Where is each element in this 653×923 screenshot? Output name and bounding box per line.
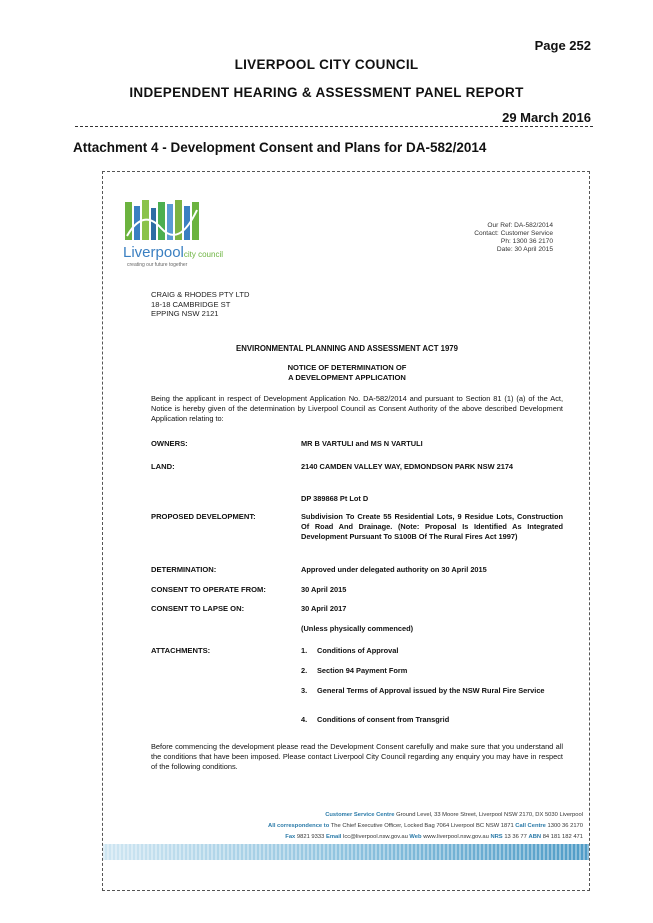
council-title: LIVERPOOL CITY COUNCIL [234,57,419,72]
logo-tagline: creating our future together [127,262,188,268]
owners-label: OWNERS: [151,439,188,448]
notice-line: A DEVELOPMENT APPLICATION [288,372,406,382]
ref-line: Our Ref: DA-582/2014 [487,222,553,229]
logo-graphic-icon [123,198,203,242]
address-line: EPPING NSW 2121 [151,309,219,318]
consent-letter [102,171,590,891]
consent-operate-label: CONSENT TO OPERATE FROM: [151,585,266,594]
page-number: Page 252 [534,38,591,53]
land-dp: DP 389868 Pt Lot D [301,494,369,503]
proposed-development-label: PROPOSED DEVELOPMENT: [151,512,256,521]
footer-text: www.liverpool.nsw.gov.au [423,834,489,840]
footer-line [133,832,583,843]
reference-block [433,222,553,254]
footer-label: Fax [285,834,296,840]
attachment-number: 2. [301,666,308,675]
footer-label: Email [325,834,342,840]
land-value: 2140 CAMDEN VALLEY WAY, EDMONDSON PARK NSW 2174 [301,462,514,471]
footer-line [133,821,583,832]
attachment-number: 1. [301,646,308,655]
footer-label: Web [409,834,422,840]
footer-text: The Chief Executive Officer, Locked Bag 7064 Liverpool BC NSW 1871 [330,823,514,829]
footer-text: Ground Level, 33 Moore Street, Liverpool NSW 2170, DX 5030 Liverpool [396,812,583,818]
footer-text: 84 181 182 471 [542,834,583,840]
attachment-item: Section 94 Payment Form [317,666,408,675]
proposed-development-value: Subdivision To Create 55 Residential Lots, 9 Residue Lots, Construction Of Road And Drainage. (Note: Proposal Is Identified As Integrated Development Pursuant To S100B Of The Rural Fires Act 1997) [301,512,563,541]
footer-label: NRS [490,834,503,840]
address-line: CRAIG & RHODES PTY LTD [151,290,250,299]
footer-text: 13 36 77 [504,834,527,840]
consent-lapse-value: 30 April 2017 [301,604,347,613]
footer-text: 1300 36 2170 [547,823,583,829]
notice-heading [103,363,591,382]
closing-paragraph: Before commencing the development please read the Development Consent carefully and make sure that you understand all the conditions that have been imposed. Please contact Liverpool City Council regarding any enquiry you may have in respect of the following conditions. [151,742,563,771]
report-date: 29 March 2016 [502,110,591,125]
act-heading: ENVIRONMENTAL PLANNING AND ASSESSMENT ACT 1979 [236,344,458,353]
footer-text: 9821 9333 [296,834,325,840]
consent-lapse-note: (Unless physically commenced) [301,624,414,633]
footer-label: Call Centre [515,823,546,829]
address-line: 18-18 CAMBRIDGE ST [151,299,231,309]
owners-value: MR B VARTULI and MS N VARTULI [301,439,423,448]
logo-wordmark: Liverpool [123,244,184,261]
determination-label: DETERMINATION: [151,565,217,574]
attachment-number: 3. [301,686,308,695]
footer-line [133,810,583,821]
attachment-title: Attachment 4 - Development Consent and Plans for DA-582/2014 [73,140,487,155]
footer-text: lcc@liverpool.nsw.gov.au [343,834,408,840]
ref-line: Date: 30 April 2015 [496,246,553,253]
footer-label: Customer Service Centre [325,812,395,818]
logo-suffix: city council [183,250,223,259]
ref-line: Contact: Customer Service [474,230,553,237]
determination-value: Approved under delegated authority on 30 April 2015 [301,565,487,574]
attachment-item: Conditions of Approval [317,646,399,655]
attachment-item: General Terms of Approval issued by the NSW Rural Fire Service [317,686,545,695]
land-label: LAND: [151,462,175,471]
consent-lapse-label: CONSENT TO LAPSE ON: [151,604,245,613]
attachment-item: Conditions of consent from Transgrid [317,715,450,724]
footer-label: ABN [528,834,542,840]
ref-line: Ph: 1300 36 2170 [500,238,553,245]
attachments-label: ATTACHMENTS: [151,646,211,655]
footer-label: All correspondence to [268,823,330,829]
liverpool-council-logo [123,198,253,270]
report-title: INDEPENDENT HEARING & ASSESSMENT PANEL REPORT [129,85,524,100]
intro-paragraph: Being the applicant in respect of Development Application No. DA-582/2014 and pursuant to Section 81 (1) (a) of the Act, Notice is hereby given of the determination by Liverpool Council as Consent Authority of the above described Development Application relating to: [151,394,563,423]
attachment-number: 4. [301,715,308,724]
header-divider [75,126,593,127]
footer-stripe-icon [103,844,589,860]
notice-line: NOTICE OF DETERMINATION OF [287,363,407,372]
consent-operate-value: 30 April 2015 [301,585,347,594]
recipient-address [151,290,249,319]
